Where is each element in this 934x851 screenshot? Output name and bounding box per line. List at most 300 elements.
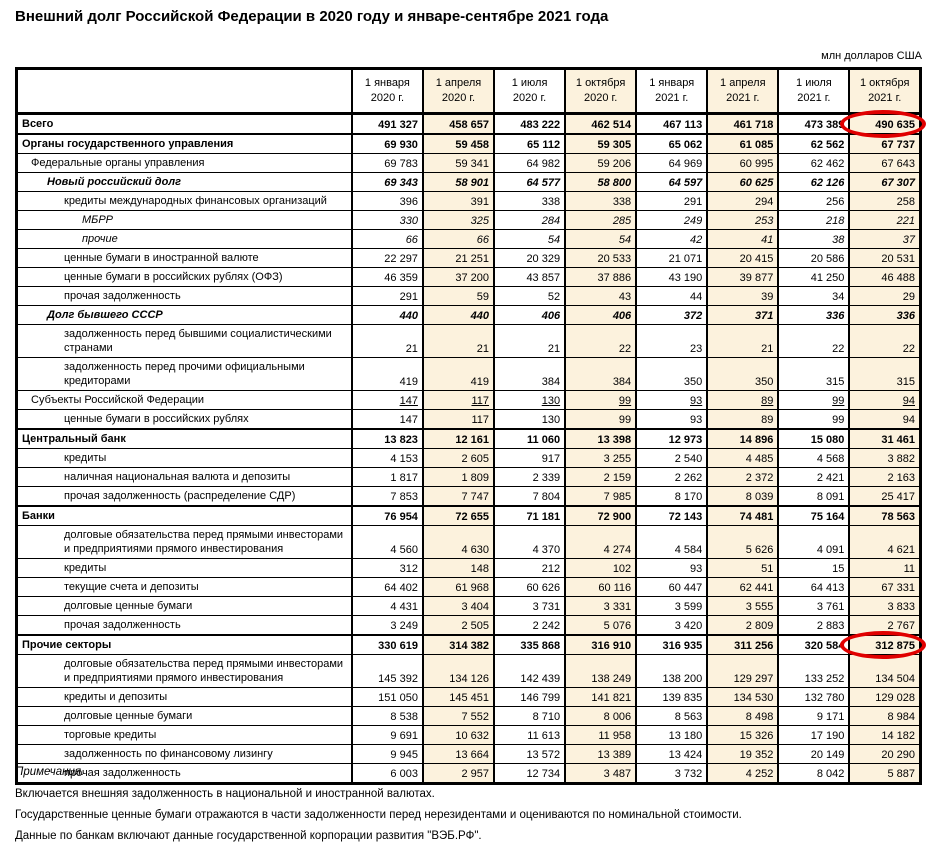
value-text: 2 767 (887, 620, 915, 632)
value-cell (565, 230, 636, 249)
column-header-line2: 2020 г. (441, 92, 476, 104)
value-cell (494, 114, 565, 135)
note-line: Данные по банкам включают данные государственной корпорации развития "ВЭБ.РФ". (15, 830, 482, 842)
value-cell (707, 154, 778, 173)
value-text: 147 (399, 395, 418, 407)
table-row (17, 578, 921, 597)
value-text: 46 359 (384, 272, 418, 284)
value-cell (423, 211, 494, 230)
value-text: 7 853 (390, 491, 418, 503)
value-cell (778, 707, 849, 726)
value-text: 3 404 (461, 601, 490, 613)
value-text: 1 817 (390, 472, 418, 484)
value-text: 59 206 (597, 158, 632, 170)
value-cell (849, 230, 920, 249)
value-cell (423, 268, 494, 287)
value-text: 294 (754, 196, 774, 208)
value-text: 3 255 (603, 453, 632, 465)
table-row (17, 249, 921, 268)
table-row (17, 487, 921, 507)
value-cell (423, 635, 494, 655)
value-cell (565, 616, 636, 636)
value-text: 21 (476, 343, 490, 355)
value-text: 59 458 (455, 139, 490, 151)
value-text: 15 326 (739, 730, 774, 742)
value-text: 138 200 (662, 673, 703, 685)
value-cell (707, 655, 778, 688)
table-row (17, 410, 921, 430)
value-cell (849, 410, 920, 430)
value-text: 130 (541, 414, 561, 426)
value-text: 64 413 (810, 582, 845, 594)
value-cell (494, 173, 565, 192)
value-cell (423, 173, 494, 192)
value-cell (565, 154, 636, 173)
value-cell (423, 114, 494, 135)
table-row (17, 268, 921, 287)
notes-title: Примечания. (15, 766, 85, 778)
column-header-line2: 2020 г. (584, 92, 618, 104)
value-cell (849, 616, 920, 636)
value-cell (778, 635, 849, 655)
value-text: 10 632 (455, 730, 490, 742)
value-cell (352, 578, 423, 597)
row-label: Субъекты Российской Федерации (17, 391, 352, 410)
value-text: 335 868 (520, 640, 561, 652)
value-text: 473 389 (804, 119, 845, 131)
row-label: прочая задолженность (17, 764, 352, 784)
value-text: 52 (547, 291, 561, 303)
value-cell (423, 449, 494, 468)
value-text: 3 731 (532, 601, 561, 613)
row-label: ценные бумаги в иностранной валюте (17, 249, 352, 268)
value-text: 13 398 (597, 434, 632, 446)
value-cell (423, 306, 494, 325)
value-cell (849, 449, 920, 468)
column-header (494, 69, 565, 114)
value-text: 75 164 (810, 511, 845, 523)
value-text: 2 159 (603, 472, 632, 484)
value-cell (352, 230, 423, 249)
value-text: 42 (690, 234, 703, 246)
value-text: 461 718 (733, 119, 774, 131)
value-cell (707, 635, 778, 655)
value-cell (636, 325, 707, 358)
value-text: 483 222 (520, 119, 561, 131)
value-cell (636, 468, 707, 487)
value-text: 384 (612, 376, 632, 388)
value-text: 21 071 (668, 253, 703, 265)
value-text: 338 (541, 196, 561, 208)
value-cell (636, 578, 707, 597)
value-cell (707, 449, 778, 468)
value-cell (352, 429, 423, 449)
value-text: 2 163 (887, 472, 915, 484)
value-text: 8 710 (532, 711, 561, 723)
value-text: 60 625 (739, 177, 774, 189)
value-text: 314 382 (449, 640, 490, 652)
value-text: 467 113 (663, 119, 703, 131)
value-text: 371 (754, 310, 774, 322)
value-cell (352, 391, 423, 410)
value-text: 312 875 (875, 640, 915, 652)
table-row (17, 707, 921, 726)
value-cell (778, 287, 849, 306)
value-cell (352, 635, 423, 655)
value-cell (778, 249, 849, 268)
value-text: 7 747 (461, 491, 490, 503)
value-text: 31 461 (881, 434, 915, 446)
row-label: кредиты и депозиты (17, 688, 352, 707)
value-text: 60 116 (598, 582, 632, 594)
column-header-line2: 2020 г. (512, 92, 547, 104)
value-cell (565, 268, 636, 287)
value-cell (849, 707, 920, 726)
page-title: Внешний долг Российской Федерации в 2020 году и январе-сентябре 2021 года (15, 8, 609, 25)
column-header-line1: 1 июля (511, 77, 548, 89)
value-text: 67 643 (881, 158, 915, 170)
value-cell (707, 410, 778, 430)
value-text: 21 (547, 343, 561, 355)
value-cell (494, 154, 565, 173)
row-label: прочие (17, 230, 352, 249)
column-header-line2: 2021 г. (868, 92, 902, 104)
value-cell (565, 410, 636, 430)
value-text: 406 (612, 310, 632, 322)
value-cell (849, 559, 920, 578)
value-cell (565, 287, 636, 306)
value-text: 2 505 (461, 620, 490, 632)
value-cell (778, 410, 849, 430)
column-header (352, 69, 423, 114)
value-text: 64 982 (526, 158, 561, 170)
value-text: 2 957 (461, 768, 490, 780)
value-text: 212 (541, 563, 561, 575)
value-text: 4 091 (816, 544, 845, 556)
value-text: 218 (826, 215, 845, 227)
value-cell (423, 526, 494, 559)
value-cell (565, 578, 636, 597)
value-text: 384 (541, 376, 561, 388)
value-text: 5 076 (603, 620, 632, 632)
value-cell (778, 468, 849, 487)
value-text: 917 (541, 453, 561, 465)
value-text: 62 441 (739, 582, 774, 594)
row-label: Органы государственного управления (17, 134, 352, 154)
note-line: Государственные ценные бумаги отражаются в части задолженности перед нерезидентами и оцениваются по номинальной стоимости. (15, 809, 742, 821)
value-text: 59 341 (455, 158, 490, 170)
value-cell (352, 173, 423, 192)
column-header-line2: 2021 г. (655, 92, 689, 104)
value-text: 117 (471, 414, 490, 426)
value-cell (849, 526, 920, 559)
value-cell (352, 468, 423, 487)
column-header (423, 69, 494, 114)
value-cell (423, 597, 494, 616)
value-text: 22 (832, 343, 845, 355)
value-text: 59 (476, 291, 490, 303)
row-label: прочая задолженность (17, 287, 352, 306)
row-label: кредиты (17, 559, 352, 578)
value-text: 66 (476, 234, 490, 246)
value-cell (849, 306, 920, 325)
value-text: 12 161 (455, 434, 490, 446)
value-text: 316 910 (591, 640, 632, 652)
value-cell (849, 745, 920, 764)
value-text: 65 112 (527, 139, 561, 151)
value-cell (494, 134, 565, 154)
value-cell (565, 134, 636, 154)
value-cell (707, 597, 778, 616)
value-cell (423, 655, 494, 688)
value-text: 5 887 (887, 768, 915, 780)
value-text: 21 (761, 343, 774, 355)
value-text: 8 039 (745, 491, 774, 503)
column-header (849, 69, 920, 114)
value-cell (636, 249, 707, 268)
value-text: 13 823 (384, 434, 418, 446)
table-header (17, 69, 921, 114)
value-cell (636, 358, 707, 391)
row-label: Новый российский долг (17, 173, 352, 192)
value-text: 13 389 (597, 749, 632, 761)
value-cell (707, 688, 778, 707)
value-text: 59 305 (597, 139, 632, 151)
value-cell (778, 616, 849, 636)
value-cell (423, 358, 494, 391)
value-cell (423, 230, 494, 249)
value-cell (565, 391, 636, 410)
value-cell (423, 287, 494, 306)
value-text: 8 042 (816, 768, 845, 780)
value-cell (352, 449, 423, 468)
value-cell (565, 249, 636, 268)
value-cell (494, 410, 565, 430)
value-cell (778, 306, 849, 325)
value-text: 20 290 (881, 749, 915, 761)
value-cell (849, 391, 920, 410)
value-cell (352, 506, 423, 526)
value-cell (494, 449, 565, 468)
value-cell (849, 358, 920, 391)
value-cell (494, 745, 565, 764)
value-cell (849, 597, 920, 616)
value-cell (778, 325, 849, 358)
table-row (17, 391, 921, 410)
column-header-line1: 1 января (649, 77, 695, 89)
row-label: Всего (17, 114, 352, 135)
value-text: 46 488 (881, 272, 915, 284)
value-text: 8 563 (674, 711, 703, 723)
value-cell (778, 745, 849, 764)
value-cell (352, 287, 423, 306)
value-text: 58 901 (455, 177, 490, 189)
value-text: 458 657 (449, 119, 490, 131)
value-cell (778, 173, 849, 192)
value-cell (707, 745, 778, 764)
column-header (778, 69, 849, 114)
value-text: 67 331 (881, 582, 915, 594)
value-text: 22 297 (384, 253, 418, 265)
value-cell (494, 391, 565, 410)
value-cell (636, 134, 707, 154)
value-text: 148 (470, 563, 490, 575)
value-cell (494, 707, 565, 726)
value-cell (565, 655, 636, 688)
value-cell (565, 597, 636, 616)
value-text: 285 (612, 215, 632, 227)
value-cell (494, 635, 565, 655)
value-text: 291 (399, 291, 418, 303)
value-cell (707, 249, 778, 268)
value-cell (352, 211, 423, 230)
value-text: 490 635 (875, 119, 915, 131)
value-text: 134 530 (733, 692, 774, 704)
value-text: 7 985 (603, 491, 632, 503)
value-cell (849, 249, 920, 268)
value-cell (565, 325, 636, 358)
value-cell (849, 655, 920, 688)
value-text: 20 533 (597, 253, 632, 265)
value-cell (636, 635, 707, 655)
value-text: 41 (761, 234, 774, 246)
value-cell (636, 287, 707, 306)
value-cell (565, 635, 636, 655)
value-text: 62 126 (810, 177, 845, 189)
value-text: 256 (826, 196, 845, 208)
value-cell (636, 487, 707, 507)
value-text: 99 (618, 414, 632, 426)
value-cell (707, 559, 778, 578)
value-cell (494, 358, 565, 391)
column-header-line1: 1 апреля (435, 77, 482, 89)
value-cell (778, 726, 849, 745)
value-cell (707, 173, 778, 192)
value-cell (352, 655, 423, 688)
value-cell (494, 429, 565, 449)
value-text: 406 (541, 310, 561, 322)
value-cell (849, 114, 920, 135)
column-header-line1: 1 октября (859, 77, 910, 89)
value-cell (707, 506, 778, 526)
value-cell (707, 391, 778, 410)
value-cell (778, 449, 849, 468)
value-text: 12 734 (526, 768, 561, 780)
value-text: 146 799 (520, 692, 561, 704)
value-text: 62 462 (810, 158, 845, 170)
value-cell (707, 726, 778, 745)
value-text: 11 (903, 563, 915, 575)
value-cell (423, 707, 494, 726)
value-cell (636, 114, 707, 135)
value-text: 21 (405, 343, 418, 355)
value-cell (707, 429, 778, 449)
value-cell (778, 192, 849, 211)
value-text: 5 626 (745, 544, 774, 556)
value-text: 221 (896, 215, 915, 227)
value-text: 4 560 (390, 544, 418, 556)
value-text: 61 968 (455, 582, 490, 594)
value-text: 4 568 (816, 453, 845, 465)
value-text: 391 (470, 196, 490, 208)
value-cell (494, 230, 565, 249)
value-text: 145 392 (378, 673, 418, 685)
value-text: 11 060 (527, 434, 561, 446)
value-cell (849, 726, 920, 745)
value-cell (707, 358, 778, 391)
value-cell (707, 114, 778, 135)
value-text: 315 (826, 376, 845, 388)
table-row (17, 468, 921, 487)
value-cell (778, 526, 849, 559)
value-cell (778, 688, 849, 707)
value-text: 258 (896, 196, 915, 208)
value-cell (636, 597, 707, 616)
value-text: 9 945 (390, 749, 418, 761)
value-cell (707, 526, 778, 559)
value-cell (494, 655, 565, 688)
value-text: 4 485 (745, 453, 774, 465)
row-label: задолженность по финансовому лизингу (17, 745, 352, 764)
value-text: 20 531 (881, 253, 915, 265)
value-cell (423, 192, 494, 211)
notes-section (15, 766, 742, 851)
value-text: 99 (832, 395, 845, 407)
value-text: 102 (612, 563, 632, 575)
value-text: 69 343 (384, 177, 418, 189)
value-text: 25 417 (881, 491, 915, 503)
value-text: 58 800 (597, 177, 632, 189)
value-text: 440 (470, 310, 490, 322)
table-row (17, 230, 921, 249)
table-row (17, 211, 921, 230)
value-text: 3 833 (887, 601, 915, 613)
value-text: 141 821 (591, 692, 632, 704)
value-text: 54 (618, 234, 632, 246)
row-label: Прочие секторы (17, 635, 352, 655)
value-text: 3 487 (603, 768, 632, 780)
value-cell (352, 726, 423, 745)
value-text: 13 424 (668, 749, 703, 761)
value-cell (849, 268, 920, 287)
value-cell (494, 249, 565, 268)
value-cell (778, 268, 849, 287)
value-cell (352, 688, 423, 707)
table-row (17, 154, 921, 173)
value-text: 64 402 (384, 582, 418, 594)
value-text: 2 372 (745, 472, 774, 484)
value-text: 9 171 (816, 711, 845, 723)
value-text: 69 783 (384, 158, 418, 170)
value-text: 117 (471, 395, 490, 407)
value-text: 338 (612, 196, 632, 208)
value-text: 6 003 (390, 768, 418, 780)
value-text: 3 882 (887, 453, 915, 465)
value-text: 139 835 (662, 692, 703, 704)
row-label: ценные бумаги в российских рублях (17, 410, 352, 430)
value-cell (494, 726, 565, 745)
value-cell (565, 468, 636, 487)
value-text: 93 (690, 395, 703, 407)
value-cell (423, 325, 494, 358)
value-cell (636, 391, 707, 410)
value-cell (494, 578, 565, 597)
value-text: 64 597 (668, 177, 703, 189)
value-cell (565, 559, 636, 578)
value-text: 39 (761, 291, 774, 303)
value-cell (494, 268, 565, 287)
value-cell (423, 578, 494, 597)
